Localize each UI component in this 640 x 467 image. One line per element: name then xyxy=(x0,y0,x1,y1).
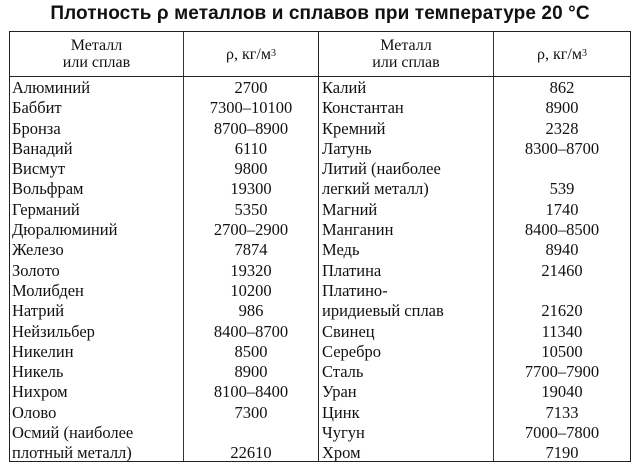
metal-name: Никель xyxy=(12,362,64,382)
density-value: 7300 xyxy=(234,402,268,422)
metal-name: Чугун xyxy=(322,423,365,443)
metal-name: Висмут xyxy=(12,159,66,179)
metal-name: Бронза xyxy=(12,118,61,138)
density-value: 7700–7900 xyxy=(524,362,600,382)
metal-name: Кремний xyxy=(322,118,386,138)
header-divider xyxy=(10,76,630,77)
header-metal-line1: Металл xyxy=(70,37,123,54)
header-metal-line2: или сплав xyxy=(372,54,440,71)
density-value: 8100–8400 xyxy=(213,382,289,402)
density-value: 8700–8900 xyxy=(213,118,289,138)
metal-name: Манганин xyxy=(322,220,394,240)
density-value: 8900 xyxy=(545,98,579,118)
metal-name: Осмий (наиболее xyxy=(12,423,134,443)
header-metal-right xyxy=(319,32,493,76)
density-value: 7190 xyxy=(545,443,579,463)
metal-name: Платина xyxy=(322,260,382,280)
metal-name: Уран xyxy=(322,382,357,402)
metal-name: Цинк xyxy=(322,402,360,422)
metal-name: Нихром xyxy=(12,382,68,402)
metal-name: Ванадий xyxy=(12,138,73,158)
density-value: 8400–8700 xyxy=(213,321,289,341)
left-names-column xyxy=(10,78,183,464)
density-value: 19320 xyxy=(230,260,272,280)
density-value: 7300–10100 xyxy=(209,98,293,118)
metal-name: Серебро xyxy=(322,341,381,361)
density-value: 2700–2900 xyxy=(213,220,289,240)
density-value: 5350 xyxy=(234,199,268,219)
density-value: 8300–8700 xyxy=(524,138,600,158)
density-value: 2328 xyxy=(545,118,579,138)
metal-name: Литий (наиболее xyxy=(322,159,441,179)
metal-name: Золото xyxy=(12,260,60,280)
header-density-left: ρ, кг/м 3 xyxy=(226,45,276,63)
metal-name: Олово xyxy=(12,402,57,422)
density-value: 6110 xyxy=(234,138,268,158)
metal-name: Нейзильбер xyxy=(12,321,95,341)
metal-name: Вольфрам xyxy=(12,179,84,199)
density-value: 8400–8500 xyxy=(524,220,600,240)
metal-name: Константан xyxy=(322,98,404,118)
center-divider xyxy=(318,32,319,461)
density-value: 1740 xyxy=(545,199,579,219)
density-value xyxy=(494,281,630,301)
density-value: 21620 xyxy=(541,301,583,321)
density-value: 10200 xyxy=(230,280,272,300)
header-metal-line1: Металл xyxy=(380,37,432,54)
density-value: 2700 xyxy=(234,78,268,97)
density-value: 19040 xyxy=(541,382,583,402)
metal-name: Алюминий xyxy=(12,78,91,97)
metal-name: Свинец xyxy=(322,321,375,341)
header-density-label: ρ, кг/м xyxy=(537,45,582,63)
metal-name: Платино- xyxy=(322,280,388,300)
density-value: 539 xyxy=(549,179,575,199)
metal-name: иридиевый сплав xyxy=(322,301,444,321)
density-value: 986 xyxy=(238,301,264,321)
density-value: 21460 xyxy=(541,260,583,280)
density-value: 8900 xyxy=(234,362,268,382)
density-value xyxy=(184,423,318,443)
density-value: 11340 xyxy=(541,321,583,341)
left-values-column xyxy=(184,78,318,464)
metal-name: Калий xyxy=(322,78,367,97)
metal-name: Медь xyxy=(322,240,360,260)
density-value: 7000–7800 xyxy=(524,423,600,443)
page-title: Плотность ρ металлов и сплавов при температуре 20 °С xyxy=(50,3,590,24)
metal-name: Германий xyxy=(12,199,80,219)
density-value: 862 xyxy=(549,78,575,97)
density-value: 7133 xyxy=(545,402,579,422)
density-value: 8940 xyxy=(545,240,579,260)
right-values-column xyxy=(494,78,630,464)
metal-name: Молибден xyxy=(12,280,84,300)
density-value: 7874 xyxy=(234,240,268,260)
density-value: 22610 xyxy=(230,443,272,463)
metal-name: плотный металл) xyxy=(12,443,132,463)
density-value: 8500 xyxy=(234,341,268,361)
density-value xyxy=(494,159,630,179)
header-density-right: ρ, кг/м 3 xyxy=(537,45,587,63)
metal-name: Сталь xyxy=(322,362,364,382)
metal-name: Баббит xyxy=(12,98,62,118)
right-names-column xyxy=(320,78,493,464)
density-value: 10500 xyxy=(541,341,583,361)
header-density-label: ρ, кг/м xyxy=(226,45,271,63)
metal-name: Хром xyxy=(322,443,361,463)
metal-name: легкий металл) xyxy=(322,179,429,199)
metal-name: Никелин xyxy=(12,341,74,361)
density-value: 9800 xyxy=(234,159,268,179)
density-table xyxy=(9,31,631,462)
metal-name: Железо xyxy=(12,240,64,260)
metal-name: Магний xyxy=(322,199,378,219)
header-metal-left xyxy=(10,32,183,76)
metal-name: Латунь xyxy=(322,138,372,158)
density-value: 19300 xyxy=(230,179,272,199)
metal-name: Дюралюминий xyxy=(12,220,118,240)
metal-name: Натрий xyxy=(12,301,65,321)
header-metal-line2: или сплав xyxy=(62,54,131,71)
